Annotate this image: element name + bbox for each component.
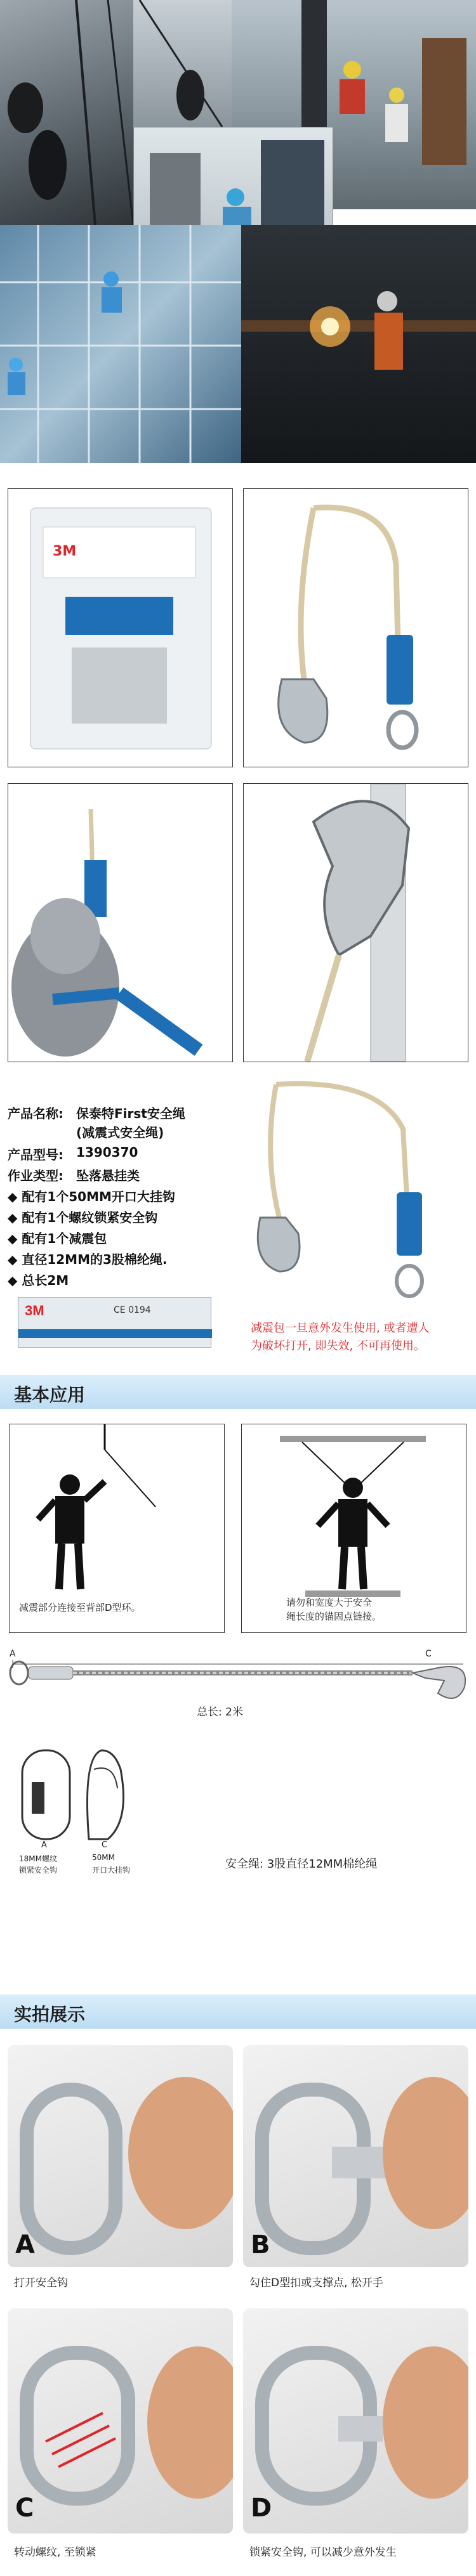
photo-rope-access xyxy=(133,0,232,127)
product-photo-lanyard-small xyxy=(251,1078,466,1313)
diagram-marker-a: A xyxy=(10,1649,16,1659)
spec-feature-1: ◆ 配有1个50MM开口大挂钩 xyxy=(8,1189,175,1204)
spec-name-value: 保泰特First安全绳 xyxy=(76,1106,185,1121)
spec-feature-2: ◆ 配有1个螺纹锁紧安全钩 xyxy=(8,1210,158,1225)
photo-welder xyxy=(241,225,476,463)
photo-climbers-silhouette xyxy=(0,0,143,225)
spec-type-label: 作业类型: xyxy=(8,1168,63,1183)
section-title-photos: 实拍展示 xyxy=(14,2004,86,2025)
hook-a-desc-1: 18MM螺纹 xyxy=(19,1854,57,1863)
diagram-back-attachment xyxy=(9,1424,225,1633)
product-photo-lanyard xyxy=(243,488,468,767)
hook-c-desc-1: 50MM xyxy=(92,1853,115,1862)
spec-type-value: 坠落悬挂类 xyxy=(76,1168,140,1183)
product-photo-back-attach xyxy=(8,783,233,1062)
hook-a-letter: A xyxy=(41,1840,47,1850)
step-c-caption: 转动螺纹, 至锁紧 xyxy=(14,2546,96,2559)
product-label-sticker xyxy=(18,1297,211,1348)
spec-model-value: 1390370 xyxy=(76,1145,138,1160)
warning-text-1: 减震包一旦意外发生使用, 或者遭人 xyxy=(251,1322,430,1335)
hook-a-desc-2: 锁紧安全钩 xyxy=(19,1866,58,1875)
photo-step-b xyxy=(243,2045,468,2267)
step-a-caption: 打开安全钩 xyxy=(14,2277,68,2289)
product-photo-packaged xyxy=(8,488,233,767)
warning-text-2: 为破坏打开, 即失效, 不可再使用。 xyxy=(251,1339,425,1353)
hook-c-letter: C xyxy=(102,1840,108,1850)
rope-spec-label: 安全绳: 3股直径12MM棉纶绳 xyxy=(225,1857,378,1871)
spec-name-value2: (减震式安全绳) xyxy=(76,1125,164,1140)
step-b-letter: B xyxy=(251,2230,270,2260)
brand-3m-logo: 3M xyxy=(25,1303,44,1318)
diagram-marker-c: C xyxy=(425,1649,432,1659)
hooks-diagram xyxy=(13,1744,171,1883)
spec-name-label: 产品名称: xyxy=(8,1106,63,1121)
diagram-anchor-width xyxy=(241,1424,466,1633)
diagram-caption-right-2: 绳长度的锚固点链接。 xyxy=(286,1611,382,1622)
step-c-letter: C xyxy=(15,2494,34,2523)
label-sticker-text: CE 0194 xyxy=(114,1305,151,1315)
photo-step-d xyxy=(243,2308,468,2534)
section-header-basic xyxy=(0,1375,476,1409)
lanyard-length-diagram xyxy=(6,1649,470,1725)
spec-feature-3: ◆ 配有1个减震包 xyxy=(8,1231,107,1246)
diagram-caption-right-1: 请勿和宽度大于安全 xyxy=(286,1597,373,1608)
photo-glass-facade xyxy=(0,225,241,463)
section-header-photos xyxy=(0,1994,476,2029)
product-photo-hook-on-bar xyxy=(243,783,468,1062)
step-a-letter: A xyxy=(15,2230,35,2260)
spec-model-label: 产品型号: xyxy=(8,1147,63,1162)
hero-collage xyxy=(0,0,476,463)
section-title-basic: 基本应用 xyxy=(14,1384,86,1405)
hook-c-desc-2: 开口大挂钩 xyxy=(92,1866,131,1875)
spec-feature-4: ◆ 直径12MM的3股棉纶绳. xyxy=(8,1252,168,1267)
photo-step-a xyxy=(8,2045,233,2267)
spec-feature-5: ◆ 总长2M xyxy=(8,1273,69,1288)
total-length-label: 总长: 2米 xyxy=(197,1706,243,1719)
label-stripe xyxy=(18,1329,212,1338)
step-b-caption: 勾住D型扣或支撑点, 松开手 xyxy=(249,2277,383,2289)
step-d-caption: 锁紧安全钩, 可以减少意外发生 xyxy=(249,2546,397,2559)
photo-step-c xyxy=(8,2308,233,2534)
svg-text:3M: 3M xyxy=(53,543,77,559)
step-d-letter: D xyxy=(251,2494,272,2523)
diagram-caption-left: 减震部分连接至背部D型环。 xyxy=(19,1602,141,1613)
